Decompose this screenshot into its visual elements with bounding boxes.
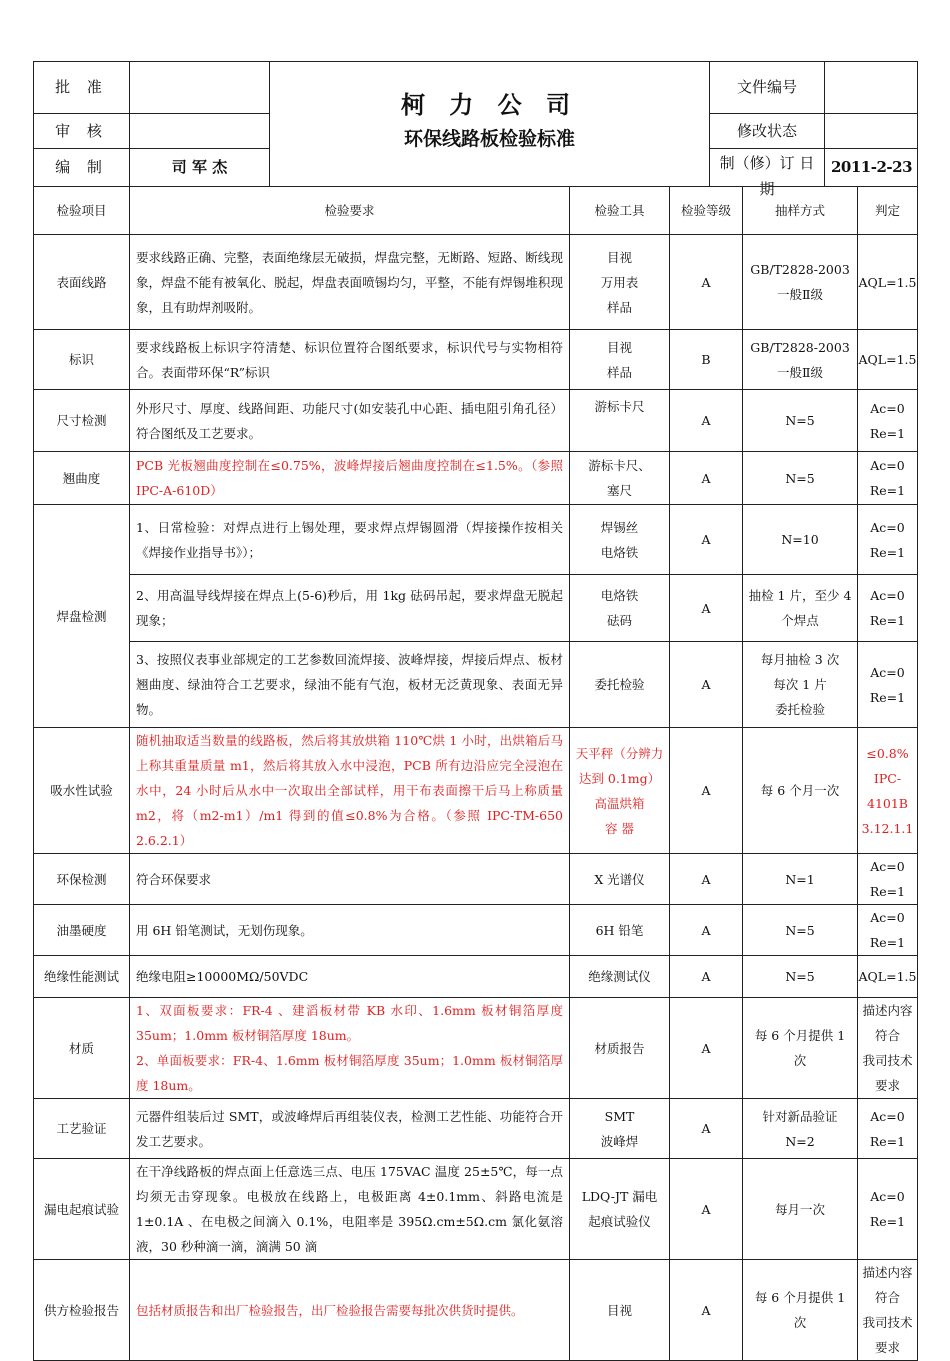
row-judgement: AQL=1.5	[858, 330, 918, 390]
judgement-line: Ac=0	[870, 1189, 905, 1204]
row-requirement: 随机抽取适当数量的线路板，然后将其放烘箱 110℃烘 1 小时，出烘箱后马上称其重量质量 m1，然后将其放入水中浸泡，PCB 所有边沿应完全浸泡在水中，24 小时后从水中一次取出全部试样，用干布表面擦干后马上称质量 m2，将（m2-m1）/m1 得到的值≤0.8%为合格。（参照 IPC-TM-650 2.6.2.1）	[130, 728, 570, 854]
row-judgement: Ac=0 Re=1	[858, 642, 918, 728]
rev-date-label-cell	[710, 149, 825, 198]
rev-date-value: 2011-2-23	[825, 149, 918, 187]
sampling-line: GB/T2828-2003	[750, 339, 850, 355]
row-sampling: 每 6 个月一次	[743, 728, 858, 854]
sampling-line: 每 6 个月提供 1	[754, 1290, 846, 1305]
row-item: 环保检测	[34, 854, 130, 905]
row-grade: A	[670, 728, 743, 854]
row-requirement: 包括材质报告和出厂检验报告，出厂检验报告需要每批次供货时提供。	[130, 1260, 570, 1361]
tool-line: 样品	[606, 299, 632, 315]
tool-line: 起痕试验仪	[588, 1214, 651, 1229]
row-tool	[570, 728, 670, 854]
row-item: 吸水性试验	[34, 728, 130, 854]
row-sampling: 每月一次	[743, 1159, 858, 1260]
tool-line: 砝码	[606, 613, 632, 628]
row-sampling	[743, 575, 858, 642]
row-grade: A	[670, 452, 743, 505]
table-row	[34, 235, 918, 330]
row-requirement: 用 6H 铅笔测试，无划伤现象。	[130, 905, 570, 956]
file-no-value	[825, 62, 918, 114]
judgement-line: 描述内容符合	[862, 1003, 913, 1043]
row-item: 材质	[34, 998, 130, 1099]
row-sampling	[743, 330, 858, 390]
row-judgement: Ac=0 Re=1	[858, 390, 918, 452]
table-row	[34, 728, 918, 854]
row-requirement: 2、用高温导线焊接在焊点上(5-6)秒后，用 1kg 砝码吊起，要求焊盘无脱起现象；	[130, 575, 570, 642]
row-item: 标识	[34, 330, 130, 390]
review-value	[130, 114, 270, 149]
row-requirement	[130, 998, 570, 1099]
sampling-line: 一般Ⅱ级	[777, 287, 823, 302]
tool-line: 焊锡丝	[600, 519, 639, 535]
tool-line: 样品	[606, 364, 632, 380]
col-sampling: 抽样方式	[743, 187, 858, 235]
row-requirement: 要求线路板上标识字符清楚、标识位置符合图纸要求，标识代号与实物相符合。表面带环保“R”标识	[130, 330, 570, 390]
row-requirement: 符合环保要求	[130, 854, 570, 905]
row-judgement	[858, 728, 918, 854]
row-sampling	[743, 1260, 858, 1361]
row-sampling: N=5	[743, 956, 858, 998]
row-requirement: PCB 光板翘曲度控制在≤0.75%，波峰焊接后翘曲度控制在≤1.5%。（参照 IPC-A-610D）	[130, 452, 570, 505]
sampling-line: GB/T2828-2003	[750, 262, 850, 277]
sampling-line: 一般Ⅱ级	[777, 364, 823, 380]
judgement-line: 我司技术要求	[862, 1315, 913, 1355]
row-judgement: AQL=1.5	[858, 956, 918, 998]
table-row	[34, 642, 918, 728]
title-cell	[270, 62, 710, 187]
judgement-line: IPC-4101B	[867, 770, 908, 811]
tool-line: 塞尺	[606, 483, 632, 498]
tool-line: 游标卡尺、	[588, 458, 651, 473]
inspection-table	[33, 186, 918, 1361]
col-requirement: 检验要求	[130, 187, 570, 235]
row-grade: A	[670, 905, 743, 956]
tool-line: 天平秤（分辨力	[575, 745, 664, 761]
row-item: 尺寸检测	[34, 390, 130, 452]
row-judgement: Ac=0 Re=1	[858, 905, 918, 956]
row-grade: A	[670, 505, 743, 575]
row-tool: 6H 铅笔	[570, 905, 670, 956]
row-tool	[570, 1159, 670, 1260]
row-sampling	[743, 235, 858, 330]
table-row	[34, 1159, 918, 1260]
sampling-line: N=2	[785, 1133, 815, 1149]
table-row	[34, 390, 918, 452]
row-judgement: AQL=1.5	[858, 235, 918, 330]
row-judgement: Ac=0 Re=1	[858, 854, 918, 905]
row-grade: A	[670, 642, 743, 728]
table-row	[34, 330, 918, 390]
row-tool	[570, 452, 670, 505]
row-grade: A	[670, 854, 743, 905]
col-item: 检验项目	[34, 187, 130, 235]
tool-line: 万用表	[600, 274, 639, 290]
judgement-line: 我司技术要求	[862, 1053, 913, 1093]
row-judgement: Ac=0 Re=1	[858, 575, 918, 642]
row-tool	[570, 1099, 670, 1159]
document-title: 环保线路板检验标准	[403, 128, 575, 150]
table-row	[34, 1099, 918, 1159]
row-tool	[570, 330, 670, 390]
row-requirement: 外形尺寸、厚度、线路间距、功能尺寸(如安装孔中心距、插电阻引角孔径）符合图纸及工艺要求。	[130, 390, 570, 452]
sampling-line: 委托检验	[774, 702, 825, 717]
judgement-line: 描述内容符合	[862, 1265, 913, 1305]
row-grade: A	[670, 956, 743, 998]
file-no-label: 文件编号	[710, 62, 825, 114]
table-row	[34, 998, 918, 1099]
row-tool: 绝缘测试仪	[570, 956, 670, 998]
row-requirement: 元器件组装后过 SMT，或波峰焊后再组装仪表，检测工艺性能、功能符合开发工艺要求。	[130, 1099, 570, 1159]
tool-line: SMT	[604, 1108, 635, 1124]
requirement-line: 1、双面板要求：FR-4 、建滔板材带 KB 水印、1.6mm 板材铜箔厚度 35um；1.0mm 板材铜箔厚度 18um。	[136, 1003, 563, 1043]
table-row	[34, 854, 918, 905]
sampling-line: 个焊点	[781, 613, 819, 628]
table-header-row	[34, 187, 918, 235]
row-requirement: 1、日常检验：对焊点进行上锡处理，要求焊点焊锡圆滑（焊接操作按相关《焊接作业指导书》）；	[130, 505, 570, 575]
rev-date-label: 制（修）订 日 期	[719, 153, 815, 198]
row-requirement: 在干净线路板的焊点面上任意选三点、电压 175VAC 温度 25±5℃，每一点均须无击穿现象。电极放在线路上，电极距离 4±0.1mm、斜路电流是 1±0.1A 、在电极之间滴入 0.1%，电阻率是 395Ω.cm±5Ω.cm 氯化氨溶液，30 秒种滴一滴，滴满 50 滴	[130, 1159, 570, 1260]
tool-line: 电烙铁	[600, 588, 639, 603]
company-name: 柯 力 公 司	[400, 90, 579, 119]
row-grade: B	[670, 330, 743, 390]
table-row	[34, 956, 918, 998]
row-grade: A	[670, 1099, 743, 1159]
row-item: 漏电起痕试验	[34, 1159, 130, 1260]
sampling-line: 每月抽检 3 次	[760, 652, 840, 667]
row-sampling: N=1	[743, 854, 858, 905]
sampling-line: 次	[793, 1053, 807, 1068]
row-tool	[570, 235, 670, 330]
row-tool: 委托检验	[570, 642, 670, 728]
row-judgement: Ac=0 Re=1	[858, 505, 918, 575]
sampling-line: 抽检 1 片，至少 4	[748, 588, 852, 603]
row-sampling: N=5	[743, 905, 858, 956]
document-header	[33, 61, 918, 198]
row-sampling	[743, 1099, 858, 1159]
row-judgement: Ac=0 Re=1	[858, 1099, 918, 1159]
tool-line: 高温烘箱	[594, 795, 645, 811]
tool-line: 达到 0.1mg）	[578, 770, 661, 786]
sampling-line: 每次 1 片	[773, 677, 827, 692]
row-sampling: N=5	[743, 452, 858, 505]
col-tool: 检验工具	[570, 187, 670, 235]
sampling-line: 针对新品验证	[762, 1108, 838, 1124]
row-requirement: 3、按照仪表事业部规定的工艺参数回流焊接、波峰焊接，焊接后焊点、板材翘曲度、绿油符合工艺要求，绿油不能有气泡，板材无泛黄现象、表面无异物。	[130, 642, 570, 728]
tool-line: 波峰焊	[600, 1133, 639, 1149]
author-label: 编 制	[34, 149, 130, 187]
sampling-line: 每 6 个月提供 1	[754, 1028, 846, 1043]
revision-label: 修改状态	[710, 114, 825, 149]
row-grade: A	[670, 575, 743, 642]
row-judgement	[858, 1260, 918, 1361]
tool-line: 目视	[606, 339, 632, 355]
row-tool: 材质报告	[570, 998, 670, 1099]
approve-label: 批 准	[34, 62, 130, 114]
judgement-line: ≤0.8%	[866, 745, 909, 761]
sampling-line: 次	[793, 1315, 807, 1330]
row-tool	[570, 575, 670, 642]
tool-line: 目视	[606, 249, 632, 265]
row-grade: A	[670, 1159, 743, 1260]
table-row	[34, 575, 918, 642]
row-item: 绝缘性能测试	[34, 956, 130, 998]
row-item: 焊盘检测	[34, 505, 130, 728]
row-sampling	[743, 998, 858, 1099]
row-tool: X 光谱仪	[570, 854, 670, 905]
row-grade: A	[670, 998, 743, 1099]
revision-value	[825, 114, 918, 149]
table-row	[34, 905, 918, 956]
row-sampling: N=5	[743, 390, 858, 452]
row-grade: A	[670, 390, 743, 452]
tool-line: LDQ-JT 漏电	[581, 1189, 658, 1204]
row-grade: A	[670, 1260, 743, 1361]
table-row	[34, 505, 918, 575]
row-judgement: Ac=0 Re=1	[858, 452, 918, 505]
row-tool	[570, 505, 670, 575]
requirement-line: 2、单面板要求：FR-4、1.6mm 板材铜箔厚度 35um；1.0mm 板材铜箔厚度 18um。	[136, 1053, 563, 1093]
col-judgement: 判定	[858, 187, 918, 235]
tool-line: 电烙铁	[600, 544, 639, 560]
row-grade: A	[670, 235, 743, 330]
row-item: 翘曲度	[34, 452, 130, 505]
row-judgement	[858, 1159, 918, 1260]
row-sampling: N=10	[743, 505, 858, 575]
col-grade: 检验等级	[670, 187, 743, 235]
table-row	[34, 452, 918, 505]
table-row	[34, 1260, 918, 1361]
row-judgement	[858, 998, 918, 1099]
approve-value	[130, 62, 270, 114]
row-item: 油墨硬度	[34, 905, 130, 956]
row-tool: 目视	[570, 1260, 670, 1361]
row-requirement: 绝缘电阻≥10000MΩ/50VDC	[130, 956, 570, 998]
author-value: 司 军 杰	[130, 149, 270, 187]
judgement-line: Re=1	[869, 1214, 906, 1229]
tool-line: 容 器	[605, 820, 634, 836]
review-label: 审 核	[34, 114, 130, 149]
judgement-line: 3.12.1.1	[861, 820, 914, 836]
row-item: 表面线路	[34, 235, 130, 330]
row-item: 供方检验报告	[34, 1260, 130, 1361]
row-sampling	[743, 642, 858, 728]
row-item: 工艺验证	[34, 1099, 130, 1159]
row-requirement: 要求线路正确、完整，表面绝缘层无破损，焊盘完整，无断路、短路、断线现象，焊盘不能有被氧化、脱起，焊盘表面喷锡均匀，平整，不能有焊锡堆积现象，且有助焊剂吸附。	[130, 235, 570, 330]
row-tool: 游标卡尺	[570, 390, 670, 452]
